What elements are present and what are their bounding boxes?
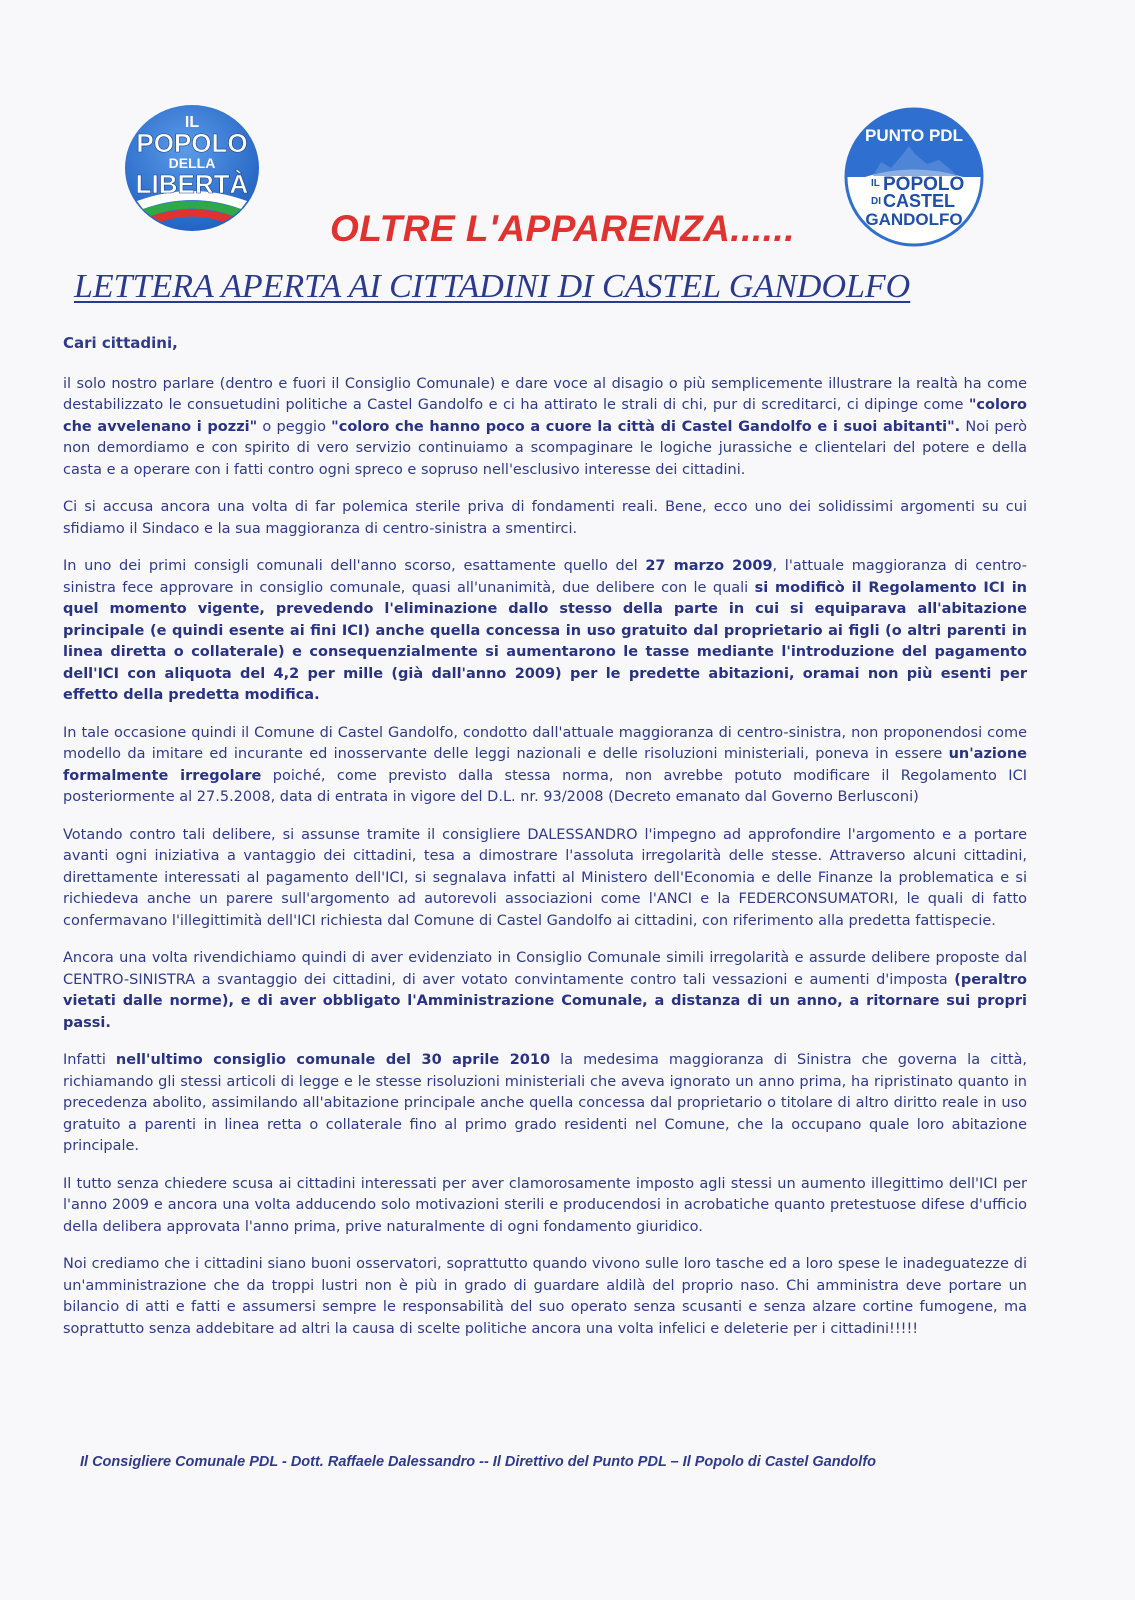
paragraph-1: il solo nostro parlare (dentro e fuori il Consiglio Comunale) e dare voce al disagio o più semplicemente illustrare la realtà ha come destabilizzato le consuetudini politiche a Castel Gandolfo e ci ha attirato le strali di chi, pur di screditarci, ci dipinge come "coloro che avvelenano i pozzi" o peggio "coloro che hanno poco a cuore la città di Castel Gandolfo e i suoi abitanti". Noi però non demordiamo e con spirito di vero servizio continuiamo a scompaginare le logiche jurassiche e clientelari del potere e della casta e a operare con i fatti contro ogni spreco e sopruso nell'esclusivo interesse dei cittadini. [63, 375, 1027, 478]
paragraph-8: Il tutto senza chiedere scusa ai cittadini interessati per aver clamorosamente imposto agli stessi un aumento illegittimo dell'ICI per l'anno 2009 e ancora una volta adducendo solo motivazioni sterili e producendosi in acrobatiche quanto pretestuose difese d'ufficio della delibera approvata l'anno prima, prive naturalmente di ogni fondamento giuridico. [63, 1175, 1027, 1235]
logo-left-line3: DELLA [168, 155, 216, 171]
signature: Il Consigliere Comunale PDL - Dott. Raffaele Dalessandro -- Il Direttivo del Punto PDL – Il Popolo di Castel Gandolfo [80, 1454, 876, 1470]
logo-right-line3: DI [871, 196, 881, 207]
logo-right-line4: CASTEL [883, 191, 955, 211]
punto-pdl-logo [843, 106, 985, 248]
letter-title: LETTERA APERTA AI CITTADINI DI CASTEL GANDOLFO [74, 268, 911, 305]
logo-right-line1: IL [871, 178, 880, 189]
popolo-della-liberta-logo [123, 103, 261, 233]
paragraph-2: Ci si accusa ancora una volta di far polemica sterile priva di fondamenti reali. Bene, ecco uno dei solidissimi argomenti su cui sfidiamo il Sindaco e la sua maggioranza di centro-sinistra a smentirci. [63, 499, 1027, 537]
logo-left-line4: LIBERTÀ [135, 169, 249, 199]
letter-body [63, 333, 1027, 1356]
paragraph-9: Noi crediamo che i cittadini siano buoni osservatori, soprattutto quando vivono sulle loro tasche ed a loro spese le inadeguatezze di un'amministrazione che da troppi lustri non è più in grado di guardare aldilà del proprio naso. Chi amministra deve portare un bilancio di atti e fatti e assumersi sempre le responsabilità del suo operato senza scusanti e senza alzare cortine fumogene, ma soprattutto senza addebitare ad altri la causa di scelte politiche ancora una volta infelici e deleterie per i cittadini!!!!! [63, 1256, 1027, 1337]
logo-right-line2: POPOLO [883, 174, 965, 195]
logo-right-top: PUNTO PDL [865, 126, 963, 145]
logo-left-line2: POPOLO [136, 128, 248, 158]
salutation: Cari cittadini, [63, 334, 178, 352]
paragraph-3: In uno dei primi consigli comunali dell'anno scorso, esattamente quello del 27 marzo 2009, l'attuale maggioranza di centro-sinistra fece approvare in consiglio comunale, quasi all'unanimità, due delibere con le quali si modificò il Regolamento ICI in quel momento vigente, prevedendo l'eliminazione dallo stesso della parte in cui si equiparava all'abitazione principale (e quindi esente ai fini ICI) anche quella concessa in uso gratuito dal proprietario ai figli (o altri parenti in linea diretta o collaterale) e consequenzialmente si aumentarono le tasse mediante l'introduzione del pagamento dell'ICI con aliquota del 4,2 per mille (già dall'anno 2009) per le predette abitazioni, oramai non più esenti per effetto della predetta modifica. [63, 558, 1027, 703]
logo-left-line1: IL [184, 114, 200, 131]
paragraph-7: Infatti nell'ultimo consiglio comunale del 30 aprile 2010 la medesima maggioranza di Sinistra che governa la città, richiamando gli stessi articoli di legge e le stesse risoluzioni ministeriali che aveva ignorato un anno prima, ha ripristinato quanto in precedenza abolito, assimilando all'abitazione principale anche quella concessa dal proprietario o titolare di altro diritto reale in uso gratuito a parenti in linea retta o collaterale fino al primo grado residenti nel Comune, che la occupano quale loro abitazione principale. [63, 1052, 1027, 1154]
paragraph-5: Votando contro tali delibere, si assunse tramite il consigliere DALESSANDRO l'impegno ad approfondire l'argomento e a portare avanti ogni iniziativa a vantaggio dei cittadini, tesa a dimostrare l'assoluta irregolarità delle stesse. Attraverso alcuni cittadini, direttamente interessati al pagamento dell'ICI, si segnalava infatti al Ministero dell'Economia e delle Finanze la problematica e si richiedeva anche un parere sull'argomento ad autorevoli associazioni come l'ANCI e la FEDERCONSUMATORI, le quali di fatto confermavano l'illegittimità dell'ICI richiesta dal Comune di Castel Gandolfo ai cittadini, con riferimento alla predetta fattispecie. [63, 826, 1027, 929]
paragraph-4: In tale occasione quindi il Comune di Castel Gandolfo, condotto dall'attuale maggioranza di centro-sinistra, non proponendosi come modello da imitare ed incurante ed inosservante delle leggi nazionali e delle risoluzioni ministeriali, poneva in essere un'azione formalmente irregolare poiché, come previsto dalla stessa norma, non avrebbe potuto modificare il Regolamento ICI posteriormente al 27.5.2008, data di entrata in vigore del D.L. nr. 93/2008 (Decreto emanato dal Governo Berlusconi) [63, 724, 1027, 805]
logo-right-line5: GANDOLFO [865, 210, 963, 229]
paragraph-6: Ancora una volta rivendichiamo quindi di aver evidenziato in Consiglio Comunale simili irregolarità e assurde delibere proposte dal CENTRO-SINISTRA a svantaggio dei cittadini, di aver votato convintamente contro tali vessazioni e aumenti d'imposta (peraltro vietati dalle norme), e di aver obbligato l'Amministrazione Comunale, a distanza di un anno, a ritornare sui propri passi. [63, 950, 1027, 1031]
headline: OLTRE L'APPARENZA...... [330, 208, 795, 249]
